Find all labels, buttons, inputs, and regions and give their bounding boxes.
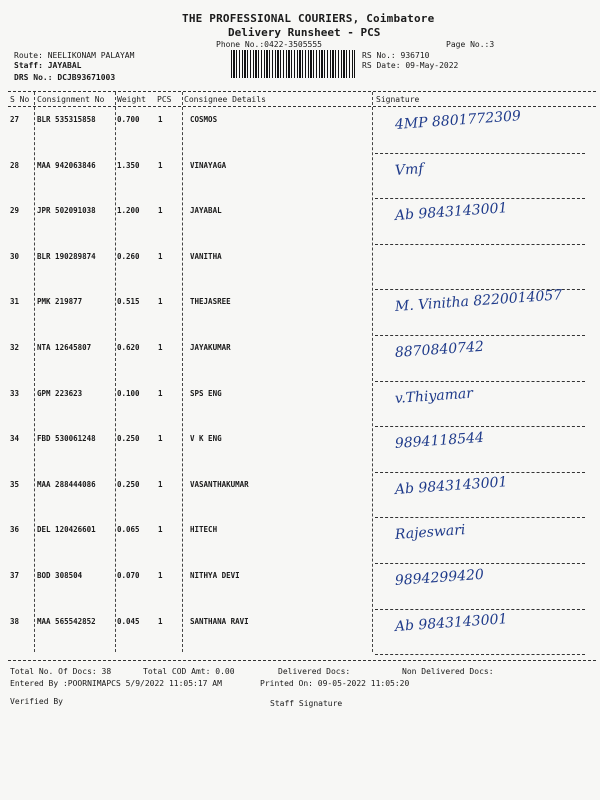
row-consignee: HITECH <box>190 525 218 535</box>
delivered-docs-label: Delivered Docs: <box>278 667 351 676</box>
table-header-rule <box>8 106 596 107</box>
row-sno: 30 <box>10 251 20 261</box>
footer-rule <box>8 660 596 661</box>
row-consignee: JAYAKUMAR <box>190 343 231 352</box>
row-separator <box>375 198 585 199</box>
row-pcs: 1 <box>158 479 163 489</box>
column-header-consignment: Consignment No <box>37 95 105 104</box>
staff-signature: Staff Signature <box>270 699 343 708</box>
total-cod-label: Total COD Amt: <box>143 667 211 676</box>
printed-on: Printed On: 09-05-2022 11:05:20 <box>260 679 410 688</box>
row-consignee: NITHYA DEVI <box>190 571 240 580</box>
row-consignee: VASANTHAKUMAR <box>190 479 249 489</box>
row-sno: 35 <box>10 479 20 489</box>
rs-no-value: 936710 <box>400 51 430 60</box>
column-header-pcs: PCS <box>157 95 172 104</box>
column-divider <box>115 92 116 652</box>
non-delivered-docs-label: Non Delivered Docs: <box>402 667 494 676</box>
row-consignment-no: BLR 190289874 <box>37 251 96 261</box>
row-consignment-no: JPR 502091038 <box>37 206 96 216</box>
column-header-consignee: Consignee Details <box>184 95 266 104</box>
row-signature: 8870840742 <box>394 338 485 361</box>
total-cod-value: 0.00 <box>215 667 235 676</box>
row-weight: 1.200 <box>117 206 140 216</box>
row-separator <box>375 244 585 245</box>
row-pcs: 1 <box>158 616 163 626</box>
row-separator <box>375 153 585 154</box>
row-sno: 36 <box>10 525 20 535</box>
row-sno: 27 <box>10 115 20 124</box>
column-divider <box>182 92 183 652</box>
total-docs-label: Total No. Of Docs: <box>10 667 97 676</box>
row-weight: 0.045 <box>117 616 140 626</box>
row-signature: 9894118544 <box>394 429 485 453</box>
row-separator <box>375 381 585 382</box>
row-weight: 0.250 <box>117 434 140 444</box>
row-separator <box>375 335 585 336</box>
rs-no-line <box>362 51 429 60</box>
row-signature: Rajeswari <box>394 522 466 544</box>
route-label: Route: <box>14 51 43 60</box>
row-pcs: 1 <box>158 251 163 261</box>
row-weight: 0.620 <box>117 343 140 352</box>
row-separator <box>375 517 585 518</box>
page-number: Page No.:3 <box>446 40 495 49</box>
row-sno: 37 <box>10 571 20 580</box>
row-signature: Ab 9843143001 <box>394 473 508 498</box>
row-signature: 9894299420 <box>394 566 485 589</box>
route-value: NEELIKONAM PALAYAM <box>47 51 135 60</box>
row-signature: M. Vinitha 8220014057 <box>394 287 563 316</box>
row-consignee: VANITHA <box>190 251 222 261</box>
column-divider <box>372 92 373 652</box>
row-consignment-no: MAA 942063846 <box>37 160 96 170</box>
row-consignee: VINAYAGA <box>190 160 227 170</box>
row-consignment-no: GPM 223623 <box>37 388 83 398</box>
row-consignment-no: FBD 530061248 <box>37 434 96 444</box>
row-pcs: 1 <box>158 160 163 170</box>
row-separator <box>375 563 585 564</box>
staff-value: JAYABAL <box>47 61 82 70</box>
row-sno: 33 <box>10 388 20 398</box>
row-weight: 0.065 <box>117 525 140 535</box>
row-sno: 28 <box>10 160 20 170</box>
rs-date-line <box>362 61 458 70</box>
total-docs-value: 38 <box>101 667 112 676</box>
row-sno: 29 <box>10 206 20 216</box>
barcode-graphic <box>231 50 355 78</box>
row-sno: 32 <box>10 343 20 352</box>
rs-date-value: 09-May-2022 <box>405 61 459 70</box>
row-pcs: 1 <box>158 343 163 352</box>
row-consignment-no: MAA 288444086 <box>37 479 96 489</box>
column-header-signature: Signature <box>376 95 420 104</box>
company-title: THE PROFESSIONAL COURIERS, Coimbatore <box>182 12 435 25</box>
row-separator <box>375 426 585 427</box>
total-docs <box>10 667 111 676</box>
drs-label: DRS No.: <box>14 73 53 82</box>
row-signature: Ab 9843143001 <box>394 200 508 225</box>
row-pcs: 1 <box>158 115 163 124</box>
row-consignee: COSMOS <box>190 115 218 124</box>
row-consignment-no: BOD 308504 <box>37 571 83 580</box>
row-consignee: SPS ENG <box>190 388 222 398</box>
row-weight: 0.260 <box>117 251 140 261</box>
row-signature: Vmf <box>394 160 425 179</box>
staff-label: Staff: <box>14 61 43 70</box>
table-top-rule <box>8 91 596 92</box>
row-consignment-no: NTA 12645807 <box>37 343 92 352</box>
drs-value: DCJB93671003 <box>57 73 116 82</box>
row-pcs: 1 <box>158 571 163 580</box>
row-weight: 0.515 <box>117 297 140 307</box>
row-pcs: 1 <box>158 525 163 535</box>
row-consignee: SANTHANA RAVI <box>190 616 249 626</box>
row-signature: v.Thiyamar <box>394 385 474 407</box>
row-pcs: 1 <box>158 206 163 216</box>
row-consignment-no: BLR 535315858 <box>37 115 96 124</box>
row-separator <box>375 654 585 655</box>
row-consignment-no: DEL 120426601 <box>37 525 96 535</box>
verified-by: Verified By <box>10 697 63 706</box>
runsheet-subtitle: Delivery Runsheet - PCS <box>228 26 381 39</box>
row-consignee: V K ENG <box>190 434 222 444</box>
row-weight: 0.700 <box>117 115 140 124</box>
row-separator <box>375 609 585 610</box>
column-header-sno: S No <box>10 95 30 104</box>
row-pcs: 1 <box>158 297 163 307</box>
row-weight: 0.250 <box>117 479 140 489</box>
row-weight: 0.070 <box>117 571 140 580</box>
row-separator <box>375 472 585 473</box>
row-sno: 34 <box>10 434 20 444</box>
row-signature: Ab 9843143001 <box>394 610 508 635</box>
row-consignment-no: MAA 565542852 <box>37 616 96 626</box>
drs-line <box>14 73 115 82</box>
row-weight: 1.350 <box>117 160 140 170</box>
column-divider <box>34 92 35 652</box>
total-cod <box>143 667 235 676</box>
row-signature: 4MP 8801772309 <box>394 108 522 133</box>
route-line <box>14 51 134 60</box>
column-header-weight: Weight <box>117 95 146 104</box>
phone-number: Phone No.:0422-3505555 <box>216 40 322 49</box>
rs-no-label: RS No.: <box>362 51 396 60</box>
row-consignee: THEJASREE <box>190 297 231 307</box>
row-sno: 38 <box>10 616 20 626</box>
row-pcs: 1 <box>158 388 163 398</box>
staff-line <box>14 61 81 70</box>
rs-date-label: RS Date: <box>362 61 401 70</box>
row-weight: 0.100 <box>117 388 140 398</box>
row-consignee: JAYABAL <box>190 206 222 216</box>
row-consignment-no: PMK 219877 <box>37 297 83 307</box>
row-sno: 31 <box>10 297 20 307</box>
entered-by: Entered By :POORNIMAPCS 5/9/2022 11:05:17 AM <box>10 679 222 688</box>
row-pcs: 1 <box>158 434 163 444</box>
